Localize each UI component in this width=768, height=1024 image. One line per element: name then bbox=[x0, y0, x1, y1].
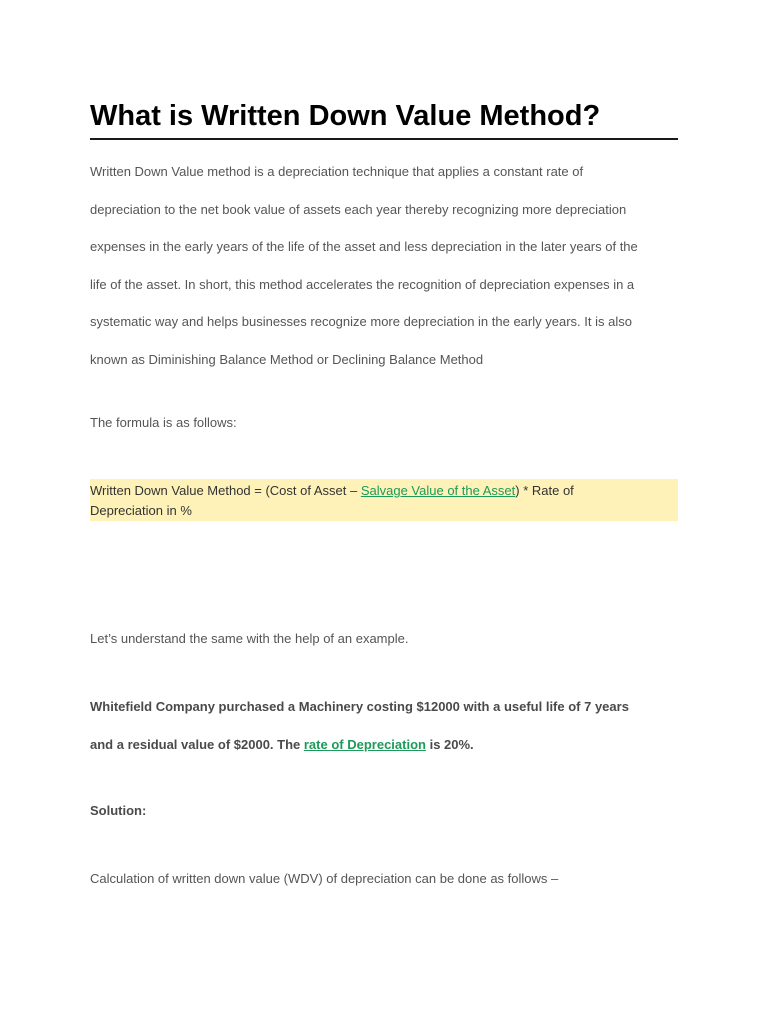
solution-label: Solution: bbox=[90, 803, 147, 818]
formula-highlight-box bbox=[90, 479, 678, 521]
formula-text-line2: Depreciation in % bbox=[90, 503, 192, 518]
intro-line: Written Down Value method is a depreciation technique that applies a constant rate of bbox=[90, 164, 584, 179]
intro-line: expenses in the early years of the life of the asset and less depreciation in the later years of the bbox=[90, 239, 638, 255]
page-title: What is Written Down Value Method? bbox=[90, 100, 601, 132]
intro-paragraph bbox=[90, 153, 678, 379]
example-lead-text: Let’s understand the same with the help of an example. bbox=[90, 631, 409, 646]
formula-text-end: ) * Rate of bbox=[515, 483, 574, 498]
rate-of-depreciation-link[interactable]: rate of Depreciation bbox=[303, 737, 426, 752]
intro-line: known as Diminishing Balance Method or Declining Balance Method bbox=[90, 351, 484, 367]
example-line2-end: is 20%. bbox=[425, 737, 474, 752]
salvage-value-link[interactable]: Salvage Value of the Asset bbox=[360, 483, 516, 498]
formula-lead-text: The formula is as follows: bbox=[90, 415, 237, 430]
intro-line: depreciation to the net book value of assets each year thereby recognizing more depreciation bbox=[90, 201, 627, 217]
example-line1: Whitefield Company purchased a Machinery costing $12000 with a useful life of 7 years bbox=[90, 699, 629, 714]
intro-line: life of the asset. In short, this method accelerates the recognition of depreciation expenses in a bbox=[90, 276, 635, 292]
title-divider bbox=[90, 138, 678, 140]
example-line2-start: and a residual value of $2000. The bbox=[90, 737, 304, 752]
formula-text-start: Written Down Value Method = (Cost of Asset – bbox=[90, 483, 361, 498]
calculation-text: Calculation of written down value (WDV) of depreciation can be done as follows – bbox=[90, 871, 559, 886]
example-problem bbox=[90, 688, 678, 764]
intro-line: systematic way and helps businesses recognize more depreciation in the early years. It is also bbox=[90, 314, 632, 330]
